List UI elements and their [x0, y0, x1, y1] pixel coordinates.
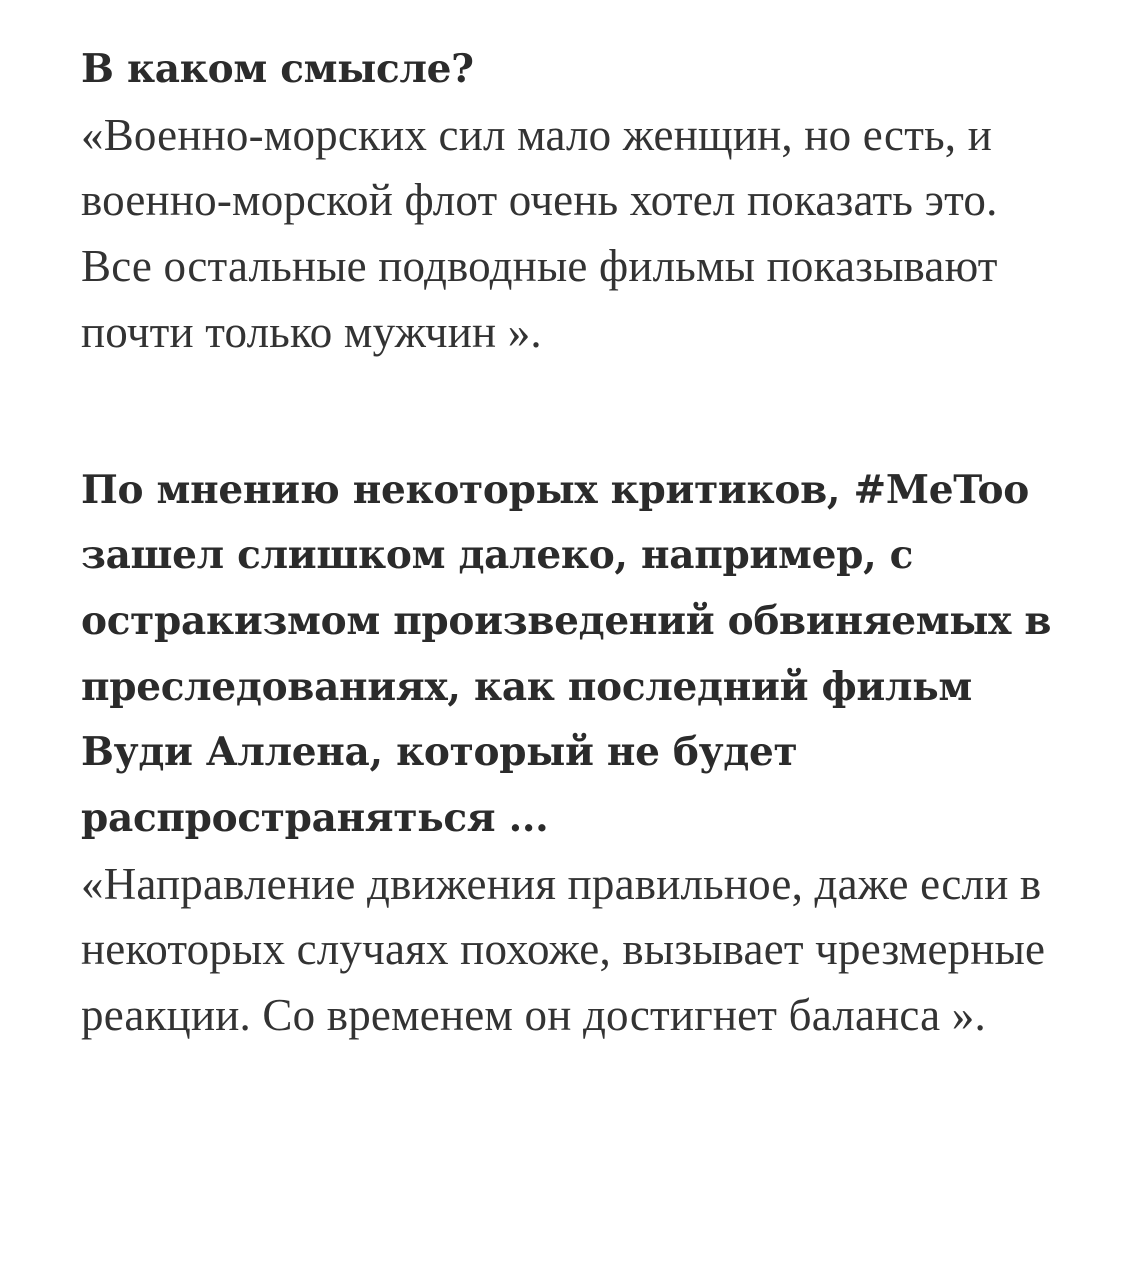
answer-text: «Военно-морских сил мало женщин, но есть, и военно-морской флот очень хотел показать это. Все остальные подводные фильмы показывают почти только мужчин ».	[81, 109, 998, 357]
question-text: По мнению некоторых критиков, #MeToo зашел слишком далеко, например, с остракизмом произведений обвиняемых в преследованиях, как последний фильм Вуди Аллена, который не будет распространяться ...	[81, 466, 1052, 842]
qa-block-1	[81, 37, 1071, 366]
question-text: В каком смысле?	[81, 46, 474, 92]
article-body	[81, 37, 1071, 1049]
answer-text: «Направление движения правильное, даже если в некоторых случаях похоже, вызывает чрезмерные реакции. Со временем он достигнет баланса ».	[81, 858, 1046, 1041]
qa-block-2	[81, 458, 1071, 1049]
